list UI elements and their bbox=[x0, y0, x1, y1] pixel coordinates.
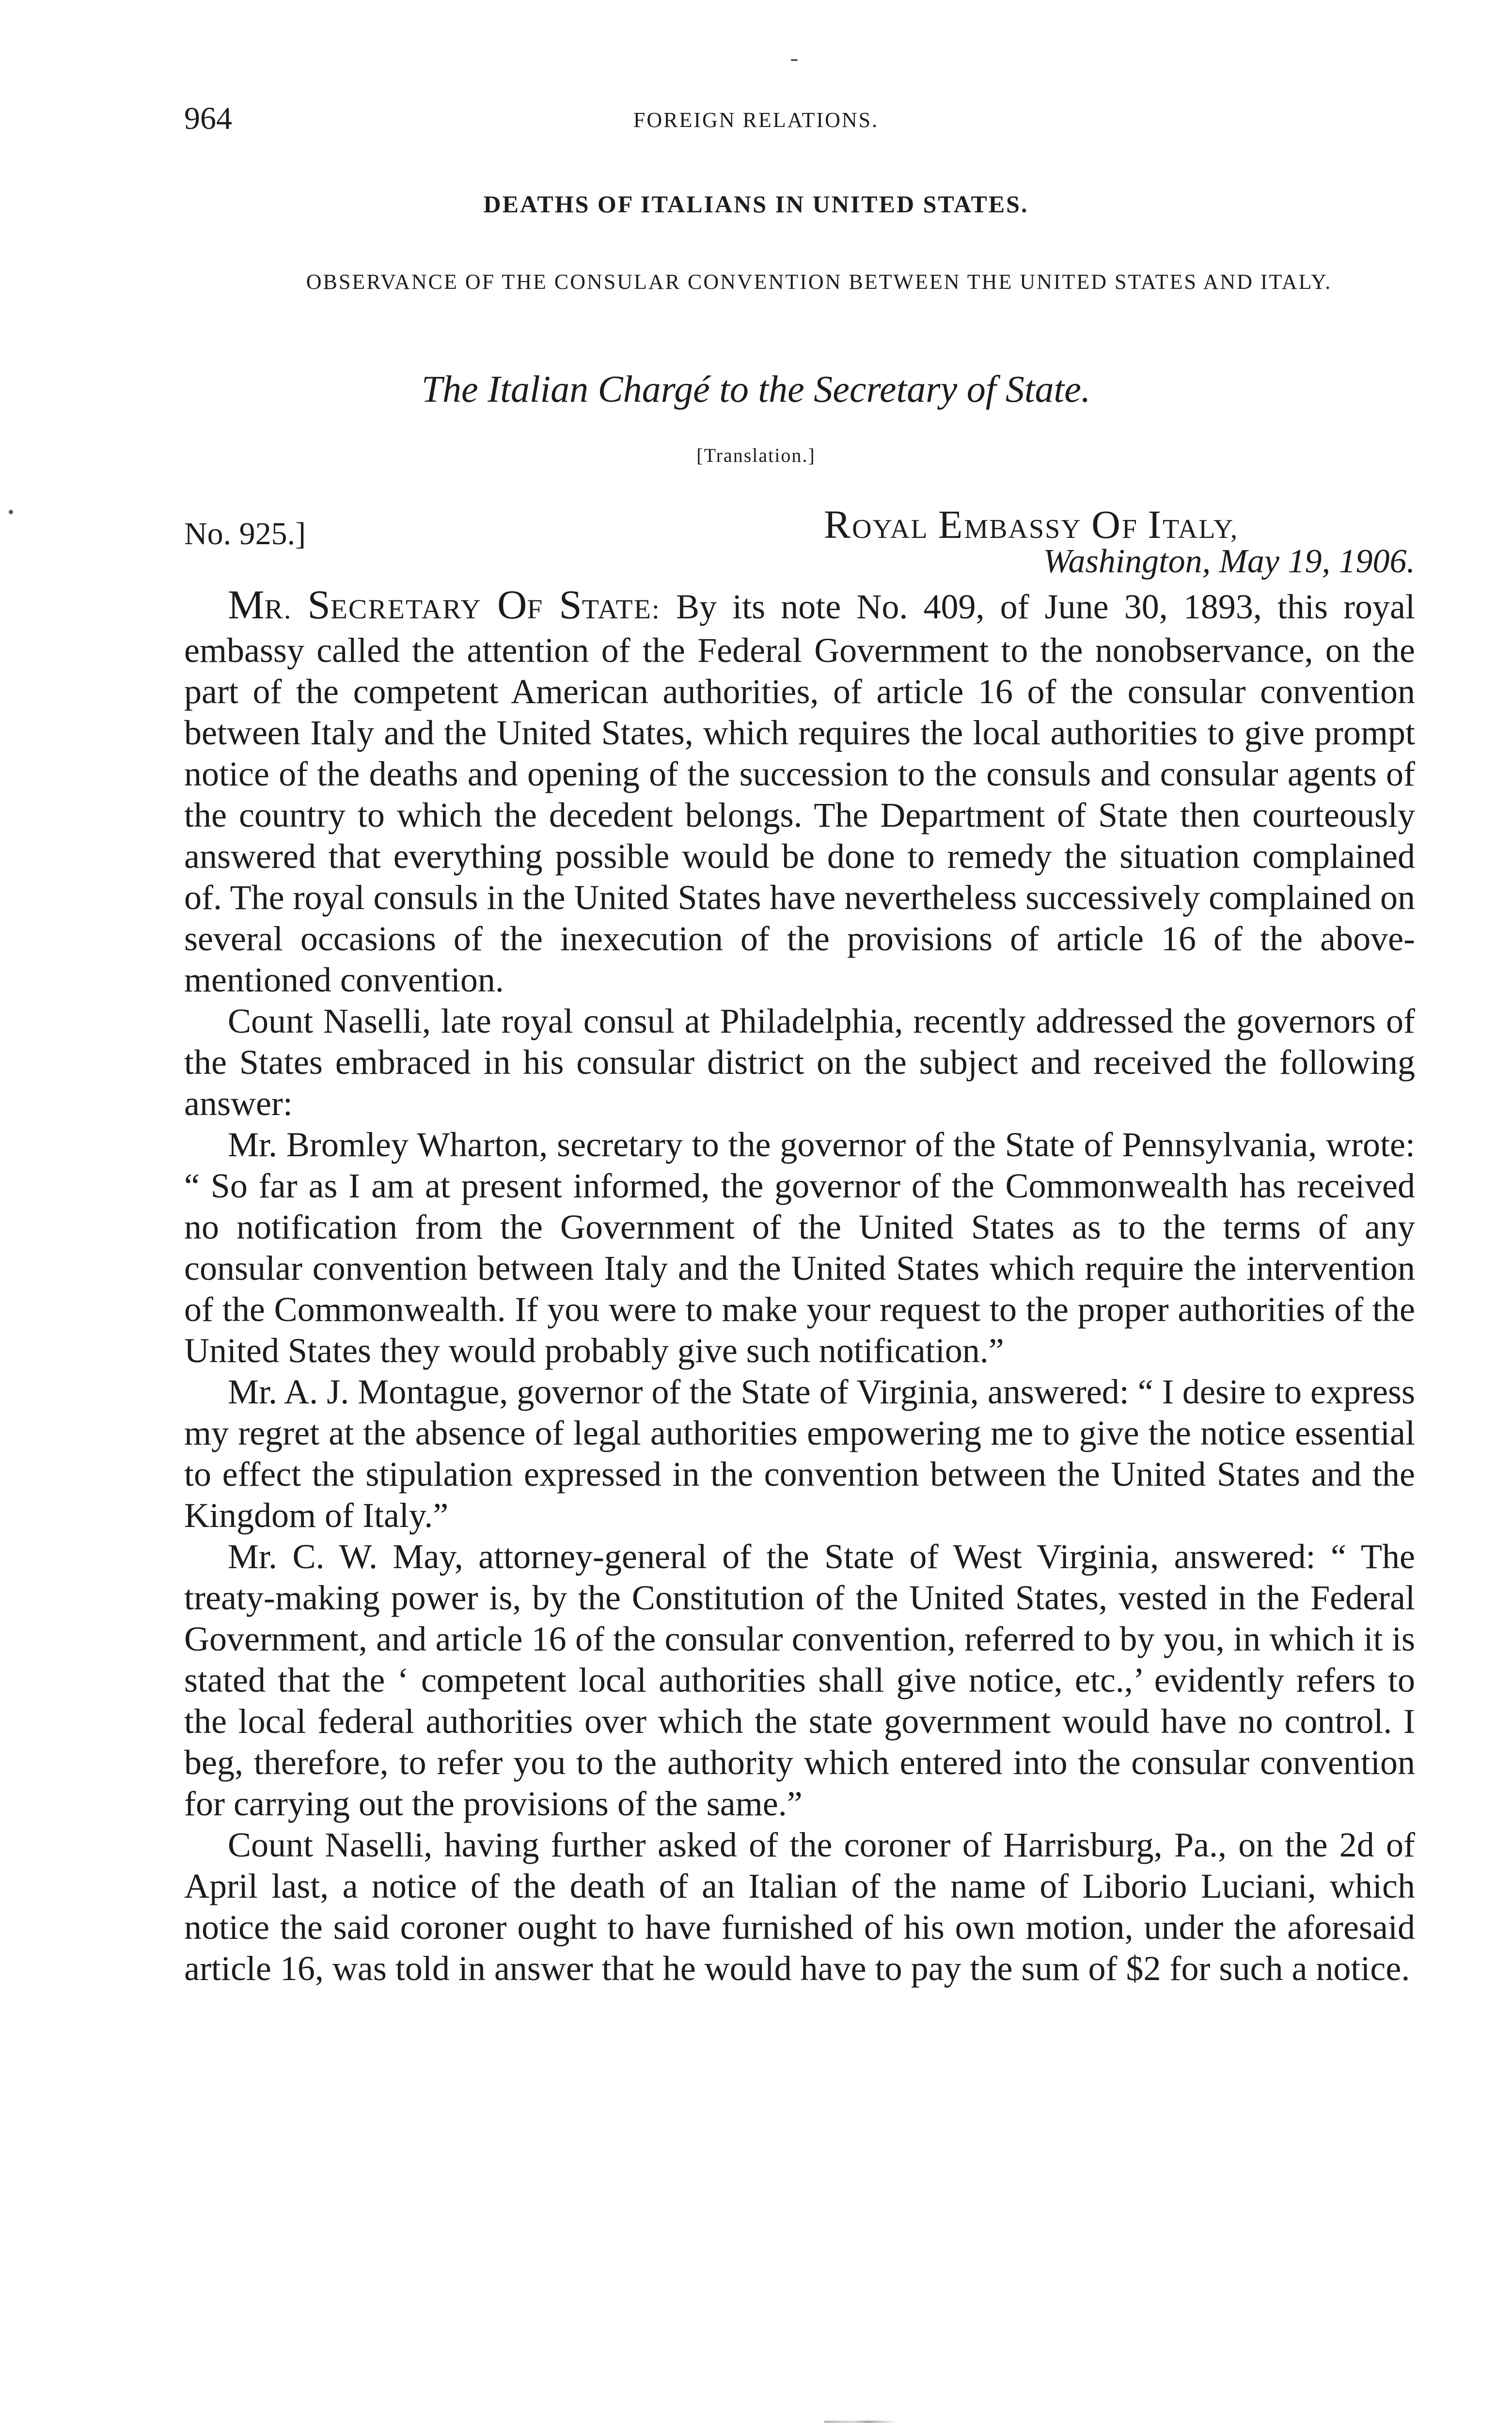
letter-title: The Italian Chargé to the Secretary of State. bbox=[421, 368, 1091, 410]
section-heading: DEATHS OF ITALIANS IN UNITED STATES. bbox=[483, 190, 1029, 218]
translation-note: [Translation.] bbox=[696, 444, 816, 466]
paragraph-4: Mr. A. J. Montague, governor of the State of Virginia, answered: “ I desire to express my regret at the absence of legal authorities empowering me to give the notice essential to effect the stipulation expressed in the convention between the United States and the Kingdom of Italy.” bbox=[184, 1372, 1415, 1535]
embassy-name-text: ROYAL EMBASSY OF ITALY, bbox=[824, 502, 1239, 547]
page-number: 964 bbox=[184, 101, 232, 136]
dateline: Washington, May 19, 1906. bbox=[1043, 543, 1415, 580]
document-number: No. 925.] bbox=[184, 516, 306, 551]
paragraph-3: Mr. Bromley Wharton, secretary to the governor of the State of Pennsylvania, wrote: “ So far as I am at present informed, the governor of the Commonwealth has received no notification from the Government of the United States as to the terms of any consular convention between Italy and the United States which require the intervention of the Commonwealth. If you were to make your request to the proper authorities of the United States they would probably give such notification.” bbox=[184, 1125, 1415, 1370]
salutation: MR. SECRETARY OF STATE: bbox=[228, 582, 661, 628]
scan-speck bbox=[791, 59, 798, 61]
scan-speck bbox=[9, 510, 13, 514]
letter-body bbox=[184, 584, 1415, 1989]
paragraph-1 bbox=[184, 584, 1415, 1001]
paragraph-6: Count Naselli, having further asked of the coroner of Harrisburg, Pa., on the 2d of April last, a notice of the death of an Italian of the name of Liborio Luciani, which notice the said coroner ought to have furnished of his own motion, under the aforesaid article 16, was told in answer that he would have to pay the sum of $2 for such a notice. bbox=[184, 1825, 1415, 1988]
paragraph-5: Mr. C. W. May, attorney-general of the State of West Virginia, answered: “ The treaty-making power is, by the Constitution of the United States, vested in the Federal Government, and article 16 of the consular convention, referred to by you, in which it is stated that the ‘ competent local authorities shall give notice, etc.,’ evidently refers to the local federal authorities over which the state government would have no control. I beg, therefore, to refer you to the authority which entered into the consular convention for carrying out the provisions of the same.” bbox=[184, 1537, 1415, 1823]
running-head: FOREIGN RELATIONS. bbox=[633, 108, 879, 132]
scan-smudge bbox=[824, 2421, 897, 2423]
paragraph-2: Count Naselli, late royal consul at Philadelphia, recently addressed the governors of the States embraced in his consular district on the subject and received the following answer: bbox=[184, 1002, 1415, 1123]
paragraph-1-text: By its note No. 409, of June 30, 1893, this royal embassy called the attention of the Federal Government to the nonobservance, on the part of the competent American authorities, of article 16 of the consular convention between Italy and the United States, which requires the local authorities to give prompt notice of the deaths and opening of the succession to the consuls and consular agents of the country to which the decedent belongs. The Department of State then courteously answered that everything possible would be done to remedy the situation complained of. The royal consuls in the United States have nevertheless successively complained on several occasions of the inexecution of the provisions of article 16 of the above-mentioned convention. bbox=[184, 587, 1416, 999]
section-subheading: OBSERVANCE OF THE CONSULAR CONVENTION BETWEEN THE UNITED STATES AND ITALY. bbox=[306, 270, 1332, 294]
